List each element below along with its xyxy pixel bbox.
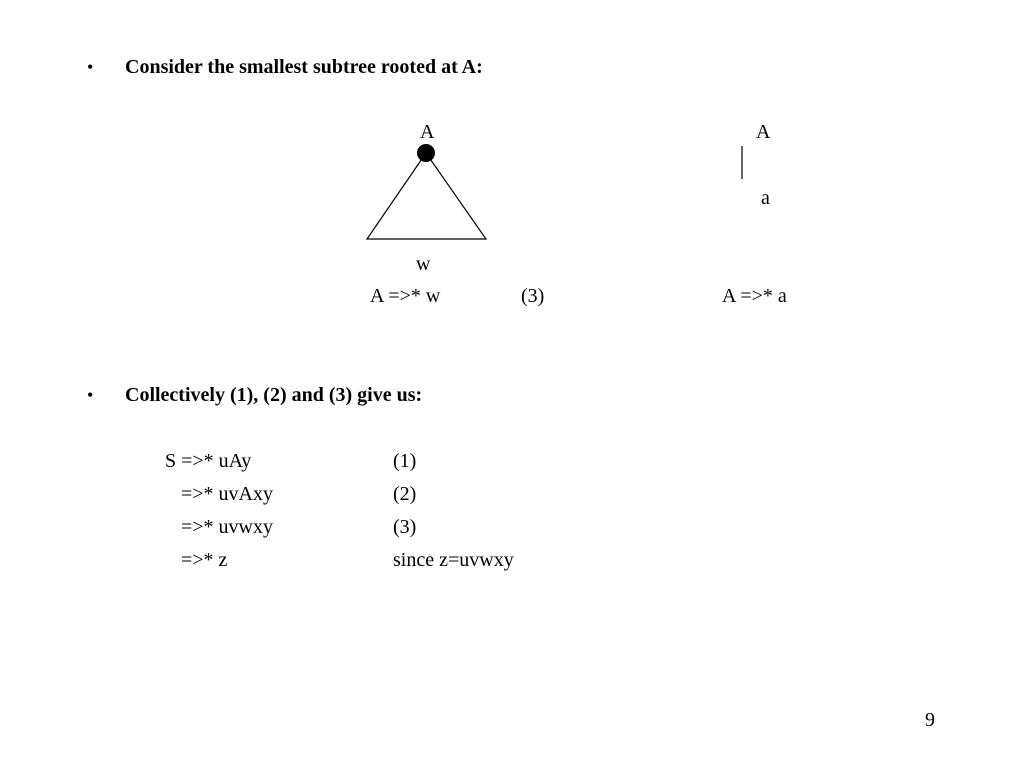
bullet-text-collectively: Collectively (1), (2) and (3) give us:	[125, 384, 423, 406]
subtree-root-node	[417, 144, 435, 162]
derivation-step-expr: =>* uvAxy	[181, 483, 274, 505]
left-derivation: A =>* w	[370, 285, 441, 307]
derivation-step-ref: (2)	[393, 483, 417, 505]
derivation-step-ref: since z=uvwxy	[393, 549, 514, 571]
bullet-marker: •	[87, 57, 94, 77]
derivation-step-expr: =>* uvwxy	[181, 516, 274, 538]
right-root-label: A	[756, 121, 771, 143]
derivation-step-expr: =>* z	[181, 549, 228, 571]
bullet-text-subtree: Consider the smallest subtree rooted at A:	[125, 56, 483, 78]
right-derivation: A =>* a	[722, 285, 787, 307]
subtree-triangle	[367, 153, 486, 239]
right-leaf-label: a	[761, 187, 770, 209]
page-number: 9	[925, 709, 935, 731]
left-root-label: A	[420, 121, 435, 143]
left-derivation-ref: (3)	[521, 285, 545, 307]
left-leaf-label: w	[416, 253, 431, 275]
bullet-marker: •	[87, 385, 94, 405]
derivation-step-ref: (3)	[393, 516, 417, 538]
derivation-step-ref: (1)	[393, 450, 417, 472]
derivation-step-expr: S =>* uAy	[165, 450, 252, 472]
